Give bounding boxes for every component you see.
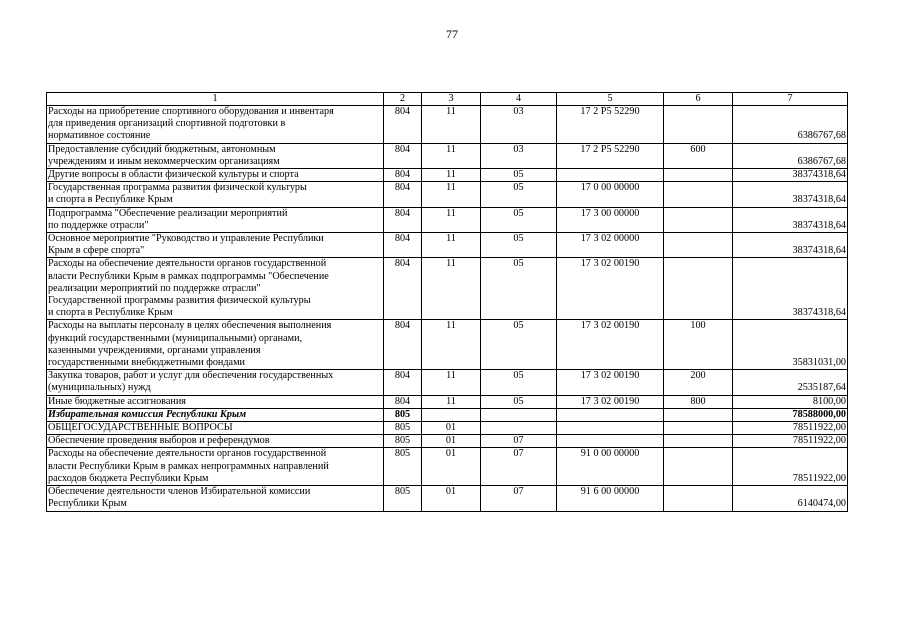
row-rz-cell: 11 [422,258,481,320]
row-amount-cell: 35831031,00 [733,320,848,370]
row-amount-cell: 78511922,00 [733,448,848,486]
table-row [47,448,848,486]
column-header-7: 7 [733,93,848,106]
row-vr-cell [664,486,733,511]
row-name-cell: Расходы на обеспечение деятельности органов государственной власти Республики Крым в рамках непрограммных направлений расходов бюджета Республики Крым [47,448,384,486]
row-gr-cell: 804 [384,258,422,320]
row-name-cell: Другие вопросы в области физической культуры и спорта [47,169,384,182]
table-row [47,233,848,258]
table-row [47,486,848,511]
row-amount-cell: 2535187,64 [733,370,848,395]
row-rz-cell [422,408,481,421]
row-vr-cell [664,422,733,435]
row-amount-cell: 78511922,00 [733,422,848,435]
row-rz-cell: 11 [422,143,481,168]
row-gr-cell: 804 [384,395,422,408]
column-header-4: 4 [481,93,557,106]
row-vr-cell: 600 [664,143,733,168]
row-pr-cell: 05 [481,169,557,182]
table-row [47,435,848,448]
row-name-cell: Иные бюджетные ассигнования [47,395,384,408]
row-csr-cell: 17 0 00 00000 [557,182,664,207]
row-pr-cell: 05 [481,233,557,258]
row-pr-cell: 05 [481,207,557,232]
row-amount-cell: 6386767,68 [733,106,848,144]
column-header-2: 2 [384,93,422,106]
row-csr-cell: 17 3 02 00190 [557,370,664,395]
row-pr-cell: 07 [481,435,557,448]
row-vr-cell [664,207,733,232]
row-vr-cell [664,435,733,448]
row-name-cell: Государственная программа развития физической культуры и спорта в Республике Крым [47,182,384,207]
row-amount-cell: 8100,00 [733,395,848,408]
row-vr-cell [664,106,733,144]
row-name-cell: Расходы на выплаты персоналу в целях обеспечения выполнения функций государственными (муниципальными) органами, казенными учреждениями, органами управления государственными внебюджетными фондами [47,320,384,370]
table-row [47,370,848,395]
row-pr-cell: 05 [481,258,557,320]
table-row [47,422,848,435]
row-rz-cell: 01 [422,486,481,511]
table-row [47,106,848,144]
row-amount-cell: 38374318,64 [733,182,848,207]
column-header-5: 5 [557,93,664,106]
row-gr-cell: 804 [384,106,422,144]
row-gr-cell: 804 [384,207,422,232]
page-number: 77 [446,27,458,41]
table-row [47,169,848,182]
row-vr-cell: 100 [664,320,733,370]
row-gr-cell: 804 [384,143,422,168]
row-amount-cell: 78588000,00 [733,408,848,421]
column-header-3: 3 [422,93,481,106]
row-pr-cell: 05 [481,370,557,395]
row-csr-cell: 17 3 02 00190 [557,320,664,370]
table-row [47,395,848,408]
table-header-row [47,93,848,106]
row-name-cell: Расходы на обеспечение деятельности органов государственной власти Республики Крым в рамках подпрограммы "Обеспечение реализации мероприятий по поддержке отрасли" Государственной программы развития физической культуры и спорта в Республике Крым [47,258,384,320]
row-pr-cell: 05 [481,320,557,370]
row-gr-cell: 805 [384,435,422,448]
row-csr-cell: 17 2 P5 52290 [557,143,664,168]
row-amount-cell: 6140474,00 [733,486,848,511]
row-vr-cell: 800 [664,395,733,408]
table-row [47,320,848,370]
row-name-cell: Предоставление субсидий бюджетным, автономным учреждениям и иным некоммерческим организациям [47,143,384,168]
row-amount-cell: 6386767,68 [733,143,848,168]
row-csr-cell: 91 0 00 00000 [557,448,664,486]
table-row [47,207,848,232]
row-rz-cell: 11 [422,207,481,232]
table-row [47,258,848,320]
row-gr-cell: 804 [384,169,422,182]
row-csr-cell: 17 3 02 00190 [557,258,664,320]
budget-table [46,92,848,512]
row-vr-cell [664,233,733,258]
row-name-cell: Подпрограмма "Обеспечение реализации мероприятий по поддержке отрасли" [47,207,384,232]
row-csr-cell: 17 3 00 00000 [557,207,664,232]
row-name-cell: Обеспечение деятельности членов Избирательной комиссии Республики Крым [47,486,384,511]
row-csr-cell: 17 3 02 00190 [557,395,664,408]
row-csr-cell: 91 6 00 00000 [557,486,664,511]
row-pr-cell: 03 [481,106,557,144]
row-rz-cell: 01 [422,422,481,435]
row-name-cell: Основное мероприятие "Руководство и управление Республики Крым в сфере спорта" [47,233,384,258]
row-pr-cell: 05 [481,182,557,207]
row-gr-cell: 804 [384,370,422,395]
row-gr-cell: 805 [384,448,422,486]
row-pr-cell: 05 [481,395,557,408]
row-pr-cell: 07 [481,448,557,486]
column-header-6: 6 [664,93,733,106]
row-vr-cell [664,258,733,320]
row-gr-cell: 805 [384,422,422,435]
row-vr-cell [664,408,733,421]
row-rz-cell: 11 [422,182,481,207]
row-gr-cell: 804 [384,320,422,370]
row-gr-cell: 805 [384,486,422,511]
row-csr-cell: 17 3 02 00000 [557,233,664,258]
table-row [47,143,848,168]
table-row [47,408,848,421]
row-pr-cell: 03 [481,143,557,168]
row-pr-cell [481,408,557,421]
row-csr-cell [557,435,664,448]
row-name-cell: Расходы на приобретение спортивного оборудования и инвентаря для приведения организаций спортивной подготовки в нормативное состояние [47,106,384,144]
row-vr-cell: 200 [664,370,733,395]
row-csr-cell [557,422,664,435]
row-csr-cell: 17 2 P5 52290 [557,106,664,144]
row-pr-cell: 07 [481,486,557,511]
row-rz-cell: 11 [422,395,481,408]
row-amount-cell: 38374318,64 [733,169,848,182]
row-vr-cell [664,448,733,486]
row-pr-cell [481,422,557,435]
row-name-cell: Закупка товаров, работ и услуг для обеспечения государственных (муниципальных) нужд [47,370,384,395]
row-name-cell: Избирательная комиссия Республики Крым [47,408,384,421]
row-vr-cell [664,169,733,182]
row-rz-cell: 01 [422,435,481,448]
row-name-cell: Обеспечение проведения выборов и референдумов [47,435,384,448]
row-rz-cell: 11 [422,169,481,182]
row-amount-cell: 38374318,64 [733,207,848,232]
row-amount-cell: 78511922,00 [733,435,848,448]
row-vr-cell [664,182,733,207]
row-rz-cell: 11 [422,370,481,395]
row-gr-cell: 804 [384,233,422,258]
row-rz-cell: 11 [422,320,481,370]
row-rz-cell: 11 [422,106,481,144]
row-gr-cell: 804 [384,182,422,207]
row-rz-cell: 01 [422,448,481,486]
row-csr-cell [557,169,664,182]
column-header-1: 1 [47,93,384,106]
row-rz-cell: 11 [422,233,481,258]
row-amount-cell: 38374318,64 [733,258,848,320]
row-amount-cell: 38374318,64 [733,233,848,258]
row-csr-cell [557,408,664,421]
row-gr-cell: 805 [384,408,422,421]
row-name-cell: ОБЩЕГОСУДАРСТВЕННЫЕ ВОПРОСЫ [47,422,384,435]
table-row [47,182,848,207]
